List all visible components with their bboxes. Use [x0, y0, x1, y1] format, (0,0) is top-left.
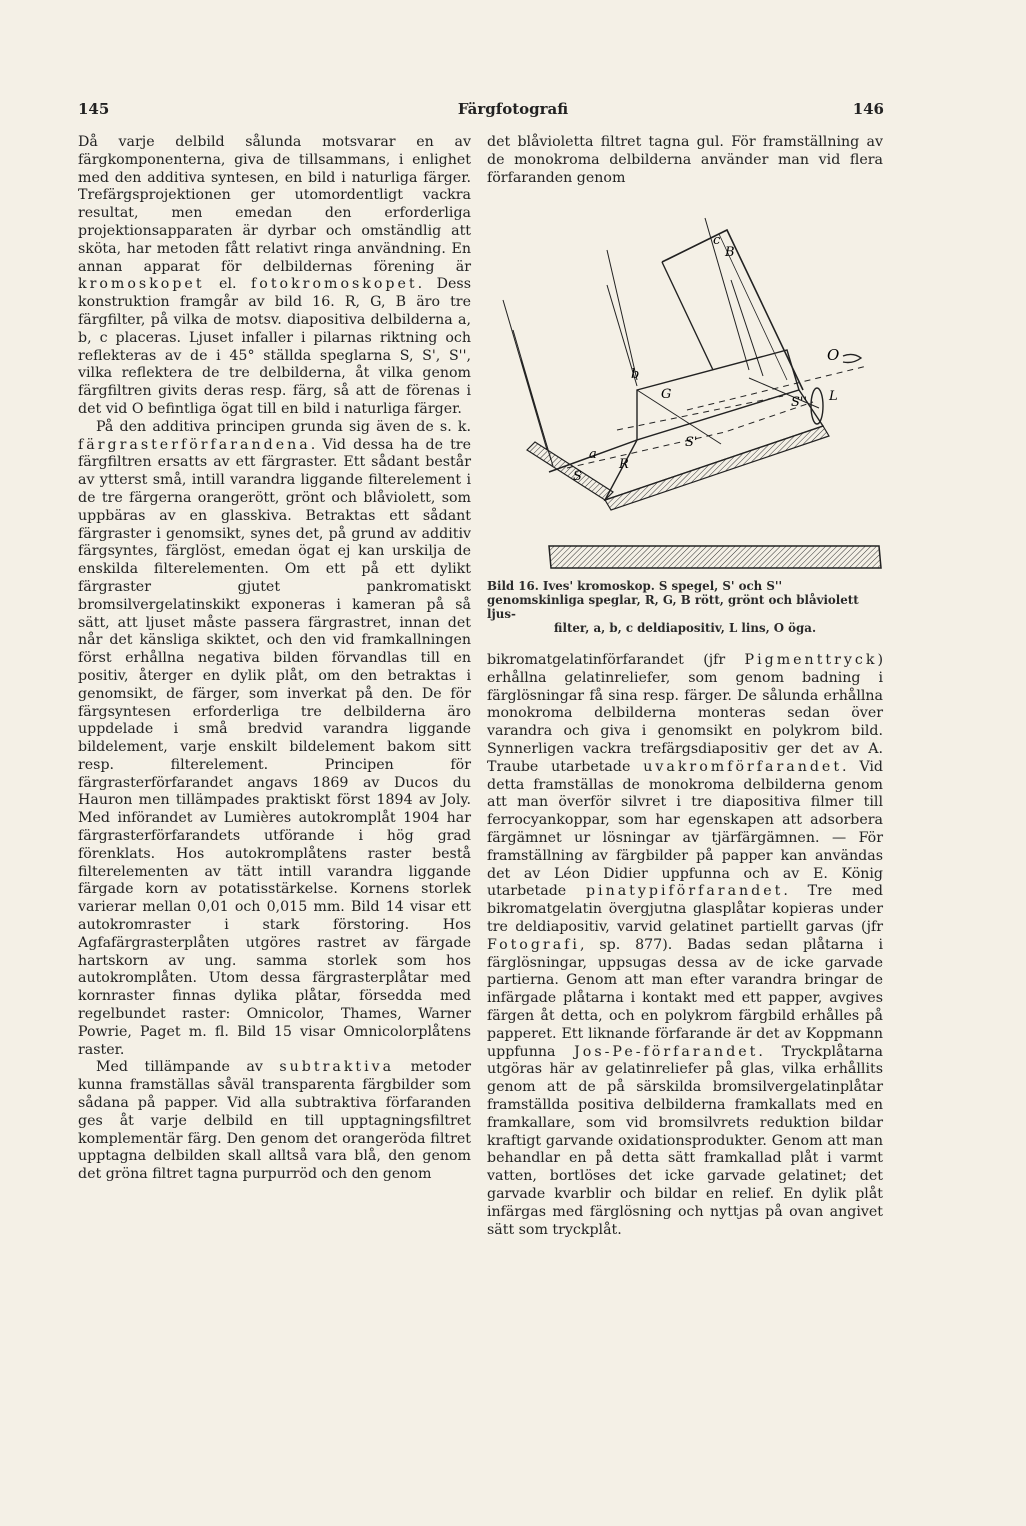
label-R: R	[619, 457, 629, 472]
page-number-right: 146	[852, 100, 884, 118]
text-run: , sp. 877). Badas sedan plåtarna i färglösningar, uppsugas dessa av de icke garvade partierna. Genom att man efter varandra bringar de infärgade plåtarna i kontakt med ett papper, avgives färgen åt detta, och en polykrom färgbild erhålles på papperet. Ett liknande förfarande är det av Koppmann uppfunna	[487, 936, 883, 1060]
caption-line: Bild 16. Ives' kromoskop. S spegel, S' och S'' genomskinliga speglar, R, G, B rött, grönt och blåviolett ljus-	[487, 579, 859, 621]
mirror-S2	[749, 378, 819, 408]
paragraph	[487, 652, 883, 1239]
label-L: L	[829, 389, 838, 404]
spaced-term: färgrasterförfarandena	[78, 436, 311, 453]
ray-path	[617, 396, 783, 430]
spaced-term: uvakromförfarandet	[643, 758, 843, 775]
text-run: el.	[204, 276, 252, 293]
paragraph	[78, 1059, 471, 1184]
right-column-top	[487, 134, 883, 187]
right-column-bottom	[487, 652, 883, 1239]
spaced-term: Pigmenttryck	[744, 652, 878, 668]
figure-caption	[487, 579, 883, 635]
paragraph: det blåvioletta filtret tagna gul. För framställning av de monokroma delbilderna använder man vid flera förfaranden genom	[487, 134, 883, 186]
spaced-term: Jos-Pe-förfarandet	[574, 1043, 759, 1060]
label-S: S	[573, 469, 582, 484]
label-O: O	[827, 346, 840, 364]
text-run: Då varje delbild sålunda motsvarar en av färgkomponenterna, giva de tillsammans, i enlighet med den additiva syntesen, en bild i naturliga färger. Trefärgsprojektionen ger utomordentligt vackra resultat, men emedan den erforderliga projektionsapparaten är dyrbar och omständlig att sköta, har metoden fått relativt ringa användning. En annan apparat för delbildernas förening är	[78, 134, 471, 275]
eye-O	[843, 354, 861, 362]
text-run: ) erhållna gelatinreliefer, som genom badning i färglösningar få sina resp. färger. De sålunda erhållna monokroma delbilderna monteras sedan över varandra och giva i genomsikt en polykrom bild. Synnerligen vackra trefärgsdiapositiv ger det av A. Traube utarbetade	[487, 652, 883, 775]
label-b: b	[631, 367, 640, 382]
spaced-term: Fotografi	[487, 936, 580, 953]
text-run: Med tillämpande av	[96, 1059, 280, 1076]
bottom-slab	[605, 426, 829, 510]
spaced-term: fotokromoskopet	[251, 276, 418, 293]
text-run: . Tre med bikromatgelatin övergjutna glasplåtar kopieras under tre deldiapositiv, varvid gelatinet partiellt garvas (jfr	[487, 883, 883, 935]
upper-chamber-side	[662, 262, 713, 370]
text-run: . Tryckplåtarna utgöras här av gelatinreliefer på glas, vilka erhållits genom att de på särskilda bromsilvergelatinplåtar framställda positiva delbilderna framkallats med en framkallare, som vid bromsilvrets reduktion bildar kraftigt garvande oxidationsprodukter. Genom att man behandlar en på detta sätt framkallad plåt i varmt vatten, bortlöses det icke garvade gelatinet; det garvade kvarblir och bildar en relief. En dylik plåt infärgas med färglösning och nyttjas på ovan angivet sätt som tryckplåt.	[487, 1043, 883, 1238]
light-arrows	[503, 218, 763, 466]
lower-wall	[527, 442, 613, 500]
text-run: . Dess konstruktion framgår av bild 16. R, G, B äro tre färgfilter, på vilka de motsv. diapositiva delbilderna a, b, c placeras. Ljuset infaller i pilarnas riktning och reflekteras av de i 45° ställda speglarna S, S', S'', vilka reflektera de tre delbilderna, åt vilka genom färgfiltren givits deras resp. färg, så att de förenas i det vid O befintliga ögat till en bild i naturliga färger.	[78, 276, 471, 417]
label-B: B	[725, 245, 735, 260]
label-c: c	[713, 233, 721, 248]
paragraph	[78, 419, 471, 1060]
page-number-left: 145	[78, 100, 110, 118]
left-column	[78, 134, 471, 1184]
base-plate	[549, 546, 881, 568]
text-run: bikromatgelatinförfarandet (jfr	[487, 652, 745, 668]
paragraph	[78, 134, 471, 419]
text-run: . Vid detta framställas de monokroma delbilderna genom att man överför silvret i tre diapositiva filmer till ferrocyankoppar, som har egenskapen att adsorbera färgämnet ur lösningar av tjärfärgämnen. — För framställning av färgbilder på papper kan användas det av Léon Didier uppfunna och av E. König utarbetade	[487, 758, 883, 900]
text-run: . Vid dessa ha de tre färgfiltren ersatts av ett färgraster. Ett sådant består av ytterst små, intill varandra liggande filterelement i de tre färgerna orangerött, grönt och blåviolett, som uppbäras av en glasskiva. Betraktas ett sådant färgraster i genomsikt, synes det, på grund av additiv färgsyntes, färglöst, emedan ögat ej kan urskilja de enskilda filterelementen. Om ett på ett dylikt färgraster gjutet pankromatiskt bromsilvergelatinskikt exponeras i kameran på så sätt, att ljuset måste passera färgrastret, innan det når det känsliga skiktet, och den vid framkallningen först erhållna negativa bilden förvandlas till en positiv, återger en dylik plåt, om den betraktas i genomsikt, de färger, som inverkat på den. De för färgsyntesen erforderliga tre delbilderna äro uppdelade i små bredvid varandra liggande bildelement, varje enskilt bildelement bakom sitt resp. filterelement. Principen för färgrasterförfarandet angavs 1869 av Ducos du Hauron men tillämpades praktiskt först 1894 av Joly. Med införandet av Lumières autokromplåt 1904 har färgrasterförfarandets utförande i hög grad förenklats. Hos autokromplåtens raster bestå filterelementen av tätt intill varandra liggande färgade korn av potatisstärkelse. Kornens storlek varierar mellan 0,01 och 0,015 mm. Bild 14 visar ett autokromraster i stark förstoring. Hos Agfafärgrasterplåten utgöres rastret av färgade hartskorn av ung. samma storlek som hos autokromplåten. Utom dessa färgrasterplåtar med kornraster finnas dylika plåtar, försedda med regelbundet raster: Omnicolor, Thames, Warner Powrie, Paget m. fl. Bild 15 visar Omnicolorplåtens raster.	[78, 436, 471, 1058]
label-S2: S''	[791, 395, 808, 410]
label-a: a	[589, 447, 597, 462]
ray-path	[687, 366, 867, 410]
caption-line: filter, a, b, c deldiapositiv, L lins, O öga.	[553, 621, 817, 635]
spaced-term: subtraktiva	[279, 1059, 395, 1076]
spaced-term: kromoskopet	[78, 276, 205, 293]
label-S1: S'	[685, 435, 698, 450]
kromoskop-figure	[487, 200, 883, 572]
kromoskop-diagram	[487, 200, 883, 572]
text-run: På den additiva principen grunda sig även de s. k.	[96, 418, 471, 435]
text-run: metoder kunna framställas såväl transparenta färgbilder som sådana på papper. Vid alla subtraktiva förfaranden ges åt varje delbild en till upptagningsfiltret komplementär färg. Den genom det orangeröda filtret upptagna delbilden skall alltså vara blå, den genom det gröna filtret tagna purpurröd och den genom	[78, 1059, 471, 1183]
spaced-term: pinatypiförfarandet	[585, 883, 784, 900]
lens-L	[811, 388, 823, 424]
label-G: G	[661, 387, 672, 402]
running-title: Färgfotografi	[457, 100, 569, 118]
